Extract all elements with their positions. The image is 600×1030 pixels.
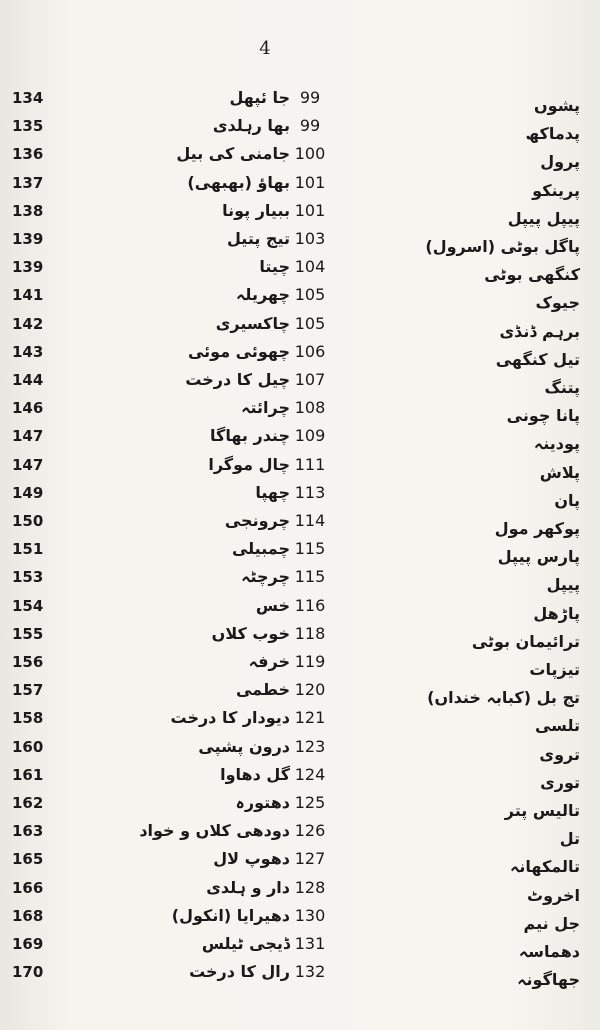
middle-entry-name: دھتورہ [235,793,290,812]
middle-page-number: 114 [294,511,326,530]
left-page-number: 139 [12,230,44,248]
index-row [0,451,600,482]
middle-page-number: 105 [294,313,326,333]
middle-entry-name: چیل کا درخت [185,370,290,389]
middle-page-number: 100 [294,144,326,164]
right-entry-name: پتنگ [544,378,580,397]
right-entry-name: پرول [540,152,580,172]
middle-entry-name: گل دھاوا [220,764,290,784]
middle-page-number: 116 [294,595,326,615]
index-row [0,479,600,510]
left-page-number: 144 [12,371,44,389]
left-page-number: 136 [12,145,44,164]
left-page-number: 141 [12,286,44,305]
middle-entry-name: ببیار پونا [222,200,290,220]
index-row [0,394,600,426]
left-page-number: 153 [12,568,44,587]
right-entry-name: ترائیمان بوٹی [471,631,580,651]
right-entry-name: دھماسہ [518,942,580,961]
middle-entry-name: چاکسیری [215,313,290,333]
index-row [0,930,600,961]
middle-page-number: 120 [294,680,326,700]
left-page-number: 137 [12,173,44,192]
index-row [0,733,600,764]
middle-page-number: 99 [299,88,321,107]
right-entry-name: اخروٹ [527,885,580,905]
middle-entry-name: دیودار کا درخت [170,708,290,728]
middle-entry-name: دار و ہلدی [206,877,290,897]
left-page-number: 138 [12,201,44,220]
middle-page-number: 131 [294,934,326,953]
left-page-number: 161 [12,765,44,784]
index-row [0,507,600,538]
middle-page-number: 105 [294,285,326,305]
left-page-number: 149 [12,483,44,502]
middle-entry-name: رال کا درخت [189,962,290,982]
right-entry-name: پوکھر مول [494,519,580,538]
right-entry-name: تل [559,829,580,849]
middle-page-number: 107 [294,370,326,389]
middle-page-number: 121 [294,708,326,728]
right-entry-name: برہم ڈنڈی [499,321,580,341]
left-page-number: 134 [12,89,44,107]
middle-entry-name: خوب کلاں [211,623,290,643]
index-row [0,761,600,792]
right-entry-name: جیوک [535,293,580,313]
middle-page-number: 132 [294,962,326,982]
right-entry-name: پشوں [534,96,580,115]
right-entry-name: پدماکھ [525,124,580,144]
index-row [0,197,600,228]
index-row [0,535,600,567]
right-entry-name: تروی [539,744,580,764]
index-row [0,817,600,849]
middle-entry-name: چرچٹہ [241,567,290,587]
left-page-number: 168 [12,906,44,925]
index-row [0,902,600,933]
middle-entry-name: چمبیلی [231,539,290,559]
left-page-number: 170 [12,963,44,982]
middle-entry-name: خرفہ [248,652,290,671]
index-row [0,366,600,397]
middle-entry-name: خس [255,595,290,615]
right-entry-name: تالیس پتر [504,801,580,820]
middle-entry-name: دودھی کلاں و خواد [139,821,290,841]
left-page-number: 139 [12,258,44,277]
right-entry-name: پانا چونی [506,406,580,426]
index-row [0,874,600,905]
left-page-number: 163 [12,822,44,841]
middle-page-number: 99 [299,116,321,136]
left-page-number: 154 [12,596,44,615]
middle-entry-name: جا ئپھل [229,88,290,107]
middle-page-number: 104 [294,257,326,277]
middle-entry-name: چھپا [255,482,290,502]
right-entry-name: جھاگونہ [517,970,580,990]
middle-page-number: 115 [294,567,326,587]
middle-page-number: 124 [294,764,326,784]
middle-entry-name: تیج پتیل [227,229,290,248]
left-page-number: 143 [12,342,44,361]
middle-entry-name: بھاؤ (بھبھی) [187,172,290,192]
middle-page-number: 123 [294,736,326,756]
middle-page-number: 130 [294,905,326,925]
middle-page-number: 108 [294,398,326,418]
index-row [0,845,600,877]
middle-entry-name: ڈیجی ٹیلس [201,934,290,953]
middle-entry-name: جامنی کی بیل [176,144,290,164]
right-entry-name: پاڑھل [533,603,580,623]
index-row [0,704,600,736]
middle-page-number: 101 [294,200,326,220]
index-row [0,338,600,369]
middle-page-number: 119 [294,652,326,671]
middle-page-number: 111 [294,454,326,474]
middle-entry-name: چیتا [259,257,290,277]
middle-entry-name: دھیرایا (انکول) [171,905,290,925]
left-page-number: 155 [12,624,44,643]
left-page-number: 158 [12,709,44,728]
right-entry-name: کنگھی بوٹی [484,265,580,285]
left-page-number: 150 [12,512,44,530]
right-entry-name: پاگل بوٹی (اسرول) [425,237,580,256]
right-entry-name: پیپل [546,575,580,595]
middle-entry-name: چھوئی موئی [187,341,290,361]
middle-entry-name: چرائتہ [241,398,290,418]
left-page-number: 166 [12,878,44,897]
right-entry-name: پلاش [539,462,580,482]
index-row [0,253,600,285]
right-entry-name: توری [540,772,580,792]
middle-entry-name: خطمی [235,680,290,700]
index-row [0,140,600,172]
index-row [0,281,600,313]
index-row [0,676,600,708]
left-page-number: 146 [12,399,44,418]
middle-page-number: 115 [294,539,326,559]
middle-page-number: 128 [294,877,326,897]
left-page-number: 160 [12,737,44,756]
index-row [0,84,600,115]
right-entry-name: پیپل پیپل [507,208,580,228]
right-entry-name: پودینہ [533,434,580,454]
left-page-number: 147 [12,455,44,474]
index-row [0,789,600,820]
index-row [0,112,600,144]
page-number: 4 [259,38,271,59]
left-page-number: 135 [12,117,44,136]
left-page-number: 157 [12,681,44,700]
middle-page-number: 125 [294,793,326,812]
left-page-number: 162 [12,794,44,812]
left-page-number: 156 [12,653,44,671]
middle-entry-name: چرونجی [224,511,290,530]
right-entry-name: پان [554,490,580,510]
index-row [0,422,600,454]
index-row [0,592,600,623]
right-entry-name: پرینکو [532,180,580,200]
middle-page-number: 103 [294,229,326,248]
middle-page-number: 127 [294,849,326,869]
middle-entry-name: چھریلہ [236,285,290,305]
middle-page-number: 101 [294,172,326,192]
middle-page-number: 106 [294,341,326,361]
left-page-number: 142 [12,314,44,333]
middle-page-number: 118 [294,623,326,643]
right-entry-name: تج بل (کبابہ خنداں) [427,688,580,708]
middle-entry-name: بھا رہلدی [212,116,290,136]
index-row [0,310,600,341]
left-page-number: 165 [12,850,44,869]
left-page-number: 147 [12,427,44,446]
middle-entry-name: چندر بھاگا [210,426,290,446]
left-page-number: 151 [12,540,44,559]
middle-page-number: 113 [294,482,326,502]
index-row [0,620,600,651]
middle-entry-name: چال موگرا [208,454,290,474]
right-entry-name: تالمکھانہ [509,857,580,877]
right-entry-name: پارس پیپل [497,547,580,567]
right-entry-name: جل نیم [523,913,580,933]
index-row [0,563,600,595]
middle-entry-name: دھوپ لال [213,849,290,869]
right-entry-name: تلسی [534,716,580,736]
right-entry-name: تیزپات [529,660,580,679]
middle-entry-name: درون پشپی [198,736,290,756]
index-row [0,169,600,200]
right-entry-name: تیل کنگھی [495,349,580,369]
left-page-number: 169 [12,935,44,953]
middle-page-number: 109 [294,426,326,446]
index-row [0,225,600,256]
middle-page-number: 126 [294,821,326,841]
index-row [0,958,600,990]
index-row [0,648,600,679]
